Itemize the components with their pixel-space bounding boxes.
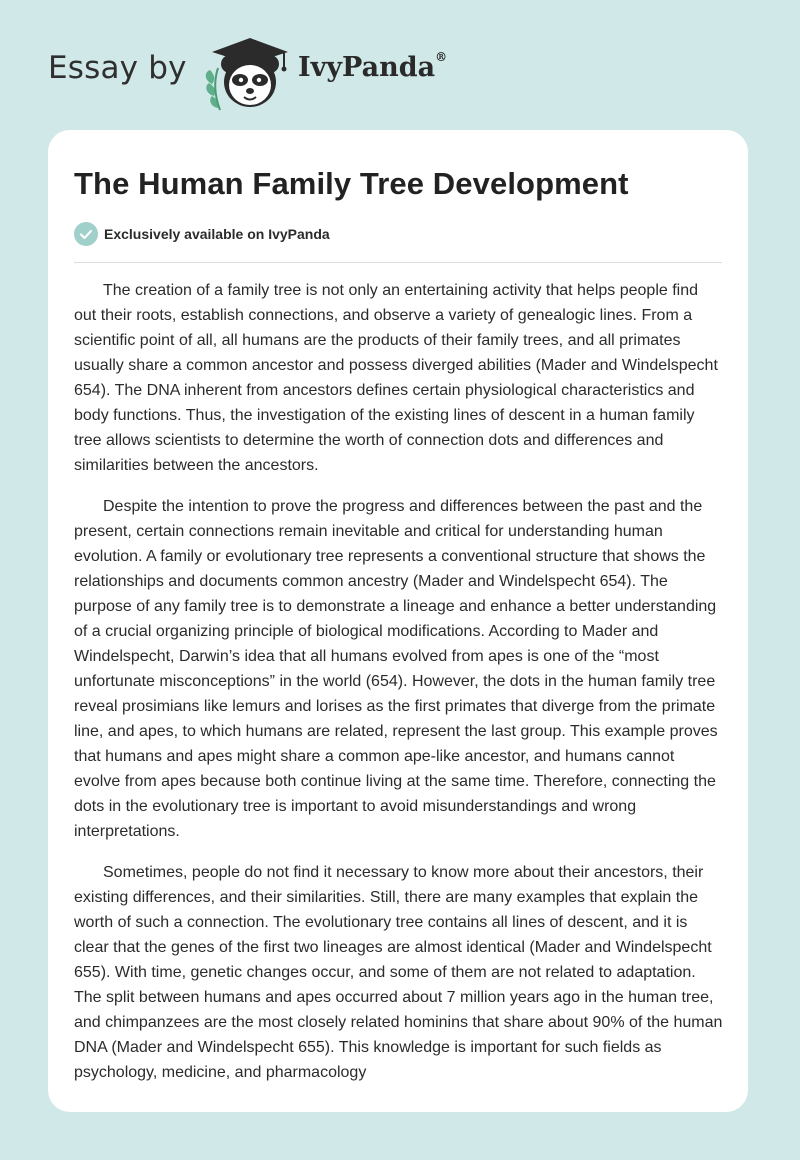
exclusive-badge-label: Exclusively available on IvyPanda — [104, 226, 330, 242]
exclusive-badge — [74, 222, 330, 246]
paragraph-3: Sometimes, people do not find it necessary to know more about their ancestors, their existing differences, and their similarities. Still, there are many examples that explain the worth of such a connection. The evolutionary tree contains all lines of descent, and it is clear that the genes of the first two lineages are almost identical (Mader and Windelspecht 655). With time, genetic changes occur, and some of them are not related to adaptation. The split between humans and apes occurred about 7 million years ago in the human tree, and chimpanzees are the most closely related hominins that share about 90% of the human DNA (Mader and Windelspecht 655). This knowledge is important for such fields as psychology, medicine, and pharmacology — [74, 864, 723, 1081]
site-header — [0, 0, 800, 130]
paragraph-2: Despite the intention to prove the progress and differences between the past and the present, certain connections remain inevitable and critical for understanding human evolution. A family or evolutionary tree represents a conventional structure that shows the relationships and documents common ancestry (Mader and Windelspecht 654). The purpose of any family tree is to demonstrate a lineage and enhance a better understanding of a crucial organizing principle of biological modifications. According to Mader and Windelspecht, Darwin’s idea that all humans evolved from apes is one of the “most unfortunate misconceptions” in the world (654). However, the dots in the human family tree reveal prosimians like lemurs and lorises as the first primates that diverge from the primate line, and apes, to which humans are related, represent the last group. This example proves that humans and apes might share a common ape-like ancestor, and humans cannot evolve from apes because both continue living at the same time. Therefore, connecting the dots in the evolutionary tree is important to avoid misunderstandings and wrong interpretations. — [74, 498, 718, 840]
check-circle-icon — [74, 222, 98, 246]
brand-name-text: IvyPanda — [298, 52, 436, 83]
title-divider — [74, 262, 722, 263]
essay-card — [48, 130, 748, 1112]
essay-by-label: Essay by — [48, 50, 187, 86]
brand-name[interactable] — [298, 52, 447, 83]
trademark-symbol: ® — [435, 50, 448, 64]
paragraph-1: The creation of a family tree is not only an entertaining activity that helps people find out their roots, establish connections, and observe a variety of genealogic lines. From a scientific point of all, all humans are the products of their family trees, and all primates usually share a common ancestor and possess diverged abilities (Mader and Windelspecht 654). The DNA inherent from ancestors defines certain physiological characteristics and body functions. Thus, the investigation of the existing lines of descent in a human family tree allows scientists to determine the worth of connection dots and differences and similarities between the ancestors. — [74, 282, 718, 474]
ivypanda-logo-icon[interactable] — [198, 34, 294, 112]
essay-body — [74, 278, 724, 1101]
page-title: The Human Family Tree Development — [74, 166, 629, 201]
